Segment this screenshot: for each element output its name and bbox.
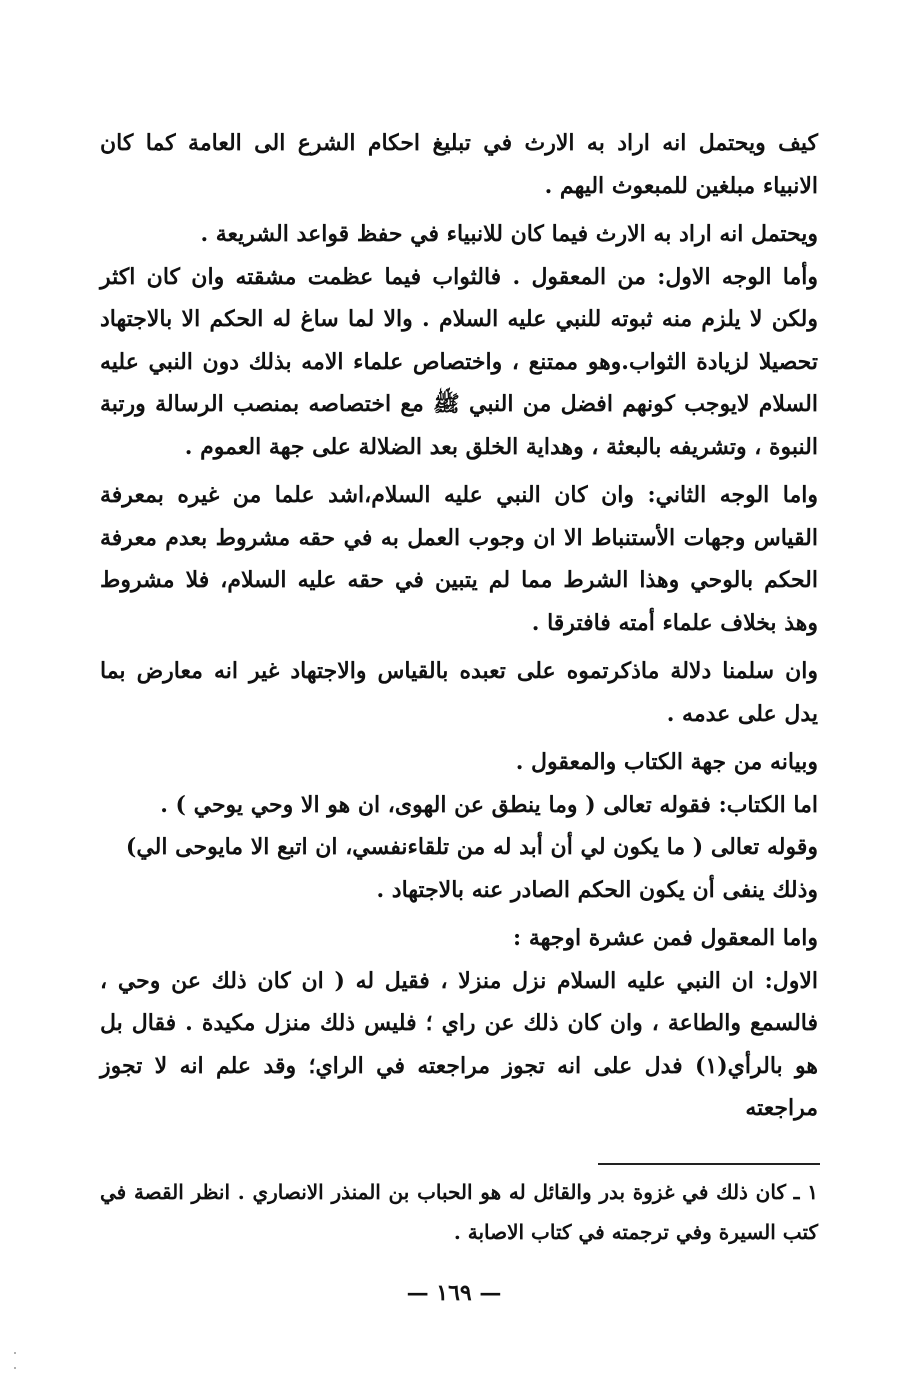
paragraph-explanation-intro: وبيانه من جهة الكتاب والمعقول . xyxy=(515,749,818,775)
footnote: ١ ـ كان ذلك في غزوة بدر والقائل له هو الحباب بن المنذر الانصاري . انظر القصة في كتب السيرة وفي ترجمته في كتاب الاصابة . xyxy=(100,1180,818,1244)
paragraph-counter-argument: وان سلمنا دلالة ماذكرتموه على تعبده بالقياس والاجتهاد غير انه معارض بما يدل على عدمه . xyxy=(100,658,818,727)
paragraph-verse-conclusion: وذلك ينفى أن يكون الحكم الصادر عنه بالاجتهاد . xyxy=(376,876,818,903)
scan-speck xyxy=(14,1367,16,1369)
paragraph-quran-verse-1: اما الكتاب: فقوله تعالى ( وما ينطق عن الهوى، ان هو الا وحي يوحي ) . xyxy=(160,791,818,818)
paragraph-rational-intro: واما المعقول فمن عشرة اوجهة : xyxy=(513,925,818,951)
paragraph-inheritance-preserving: ويحتمل انه اراد به الارث فيما كان للانبياء في حفظ قواعد الشريعة . xyxy=(200,221,818,247)
paragraph-quran-verse-2: وقوله تعالى ( ما يكون لي أن أبد له من تلقاءنفسي، ان اتبع الا مايوحى الي) xyxy=(125,834,818,860)
paragraph-inheritance-conveying: كيف ويحتمل انه اراد به الارث في تبليغ احكام الشرع الى العامة كما كان الانبياء مبلغين للمبعوث اليهم . xyxy=(100,130,818,199)
footnote-divider xyxy=(598,1163,820,1165)
paragraph-second-aspect: واما الوجه الثاني: وان كان النبي عليه السلام،اشد علما من غيره بمعرفة القياس وجهات الأستنباط الا ان وجوب العمل به في حقه مشروط بعدم معرفة الحكم بالوحي وهذا الشرط مما لم يتبين في حقه عليه السلام، فلا مشروط وهذ بخلاف علماء أمته فافترقا . xyxy=(100,482,818,636)
paragraph-first-aspect: وأما الوجه الاول: من المعقول . فالثواب فيما عظمت مشقته وان كان اكثر ولكن لا يلزم منه ثبوته للنبي عليه السلام . والا لما ساغ له الحكم الا بالاجتهاد تحصيلا لزيادة الثواب.وهو ممتنع ، واختصاص علماء الامه بذلك دون النبي عليه السلام لايوجب كونهم افضل من النبي ﷺ مع اختصاصه بمنصب الرسالة ورتبة النبوة ، وتشريفه بالبعثة ، وهداية الخلق بعد الضلالة على جهة العموم . xyxy=(100,263,818,460)
scan-speck xyxy=(14,1352,16,1354)
paragraph-first-rational: الاول: ان النبي عليه السلام نزل منزلا ، فقيل له ( ان كان ذلك عن وحي ، فالسمع والطاعة ، وان كان ذلك عن راي ؛ فليس ذلك منزل مكيدة . فقال بل هو بالرأي(١) فدل على انه تجوز مراجعته في الراي؛ وقد علم انه لا تجوز مراجعته xyxy=(100,967,818,1121)
page-number: — ١٦٩ — xyxy=(406,1280,502,1306)
main-text xyxy=(100,122,818,1130)
